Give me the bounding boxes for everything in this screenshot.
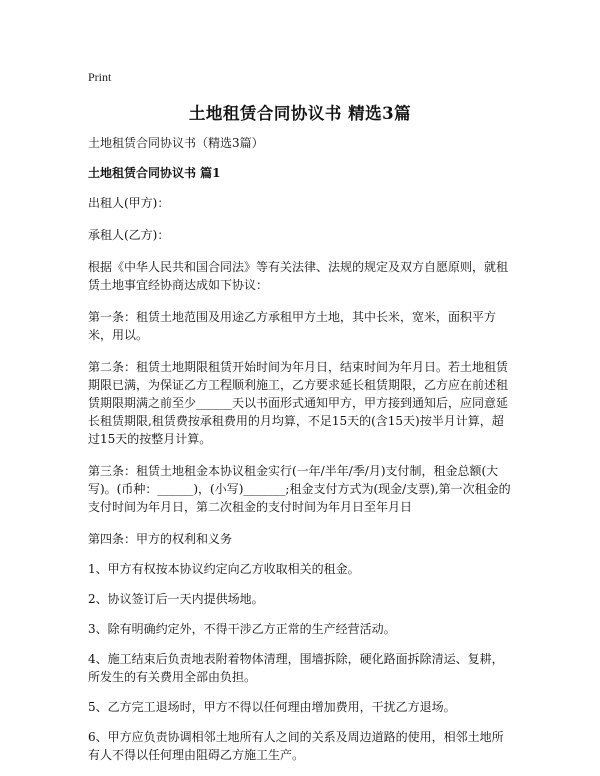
paragraph-lessor: 出租人(甲方)： — [88, 196, 170, 210]
document-subtitle: 土地租赁合同协议书（精选3篇） — [88, 136, 264, 150]
paragraph-article-3: 第三条：租赁土地租金本协议租金实行(一年/半年/季/月)支付制，租金总额(大写)。(币种：______)，(小写)_______;租金支付方式为(现金/支票),第一次租金的支付时间为年月日，第二次租金的支付时间为年月日至年月日 — [88, 464, 511, 514]
list-item: 6、甲方应负责协调相邻土地所有人之间的关系及周边道路的使用，相邻土地所有人不得以任何理由阻碍乙方施工生产。 — [88, 730, 504, 762]
list-item: 5、乙方完工退场时，甲方不得以任何理由增加费用，干扰乙方退场。 — [88, 700, 456, 714]
section-heading: 土地租赁合同协议书 篇1 — [88, 166, 221, 180]
document-body — [88, 134, 514, 776]
document-title: 土地租赁合同协议书 精选3篇 — [188, 104, 412, 123]
paragraph-preamble: 根据《中华人民共和国合同法》等有关法律、法规的规定及双方自愿原则，就租赁土地事宜经协商达成如下协议： — [88, 260, 509, 292]
paragraph-article-1: 第一条：租赁土地范围及用途乙方承租甲方土地，其中长米，宽米，面积平方米，用以。 — [88, 310, 497, 342]
list-item: 2、协议签订后一天内提供场地。 — [88, 592, 264, 606]
paragraph-article-4: 第四条：甲方的权利和义务 — [88, 532, 233, 546]
paragraph-lessee: 承租人(乙方)： — [88, 228, 170, 242]
list-item: 4、施工结束后负责地表附着物体清理，围墙拆除，硬化路面拆除清运、复耕，所发生的有关费用全部由负担。 — [88, 652, 504, 684]
paragraph-article-2: 第二条：租赁土地期限租赁开始时间为年月日，结束时间为年月日。若土地租赁期限已满，为保证乙方工程顺利施工，乙方要求延长租赁期限，乙方应在前述租赁期限期满之前至少______天以书面形式通知甲方，甲方接到通知后，应同意延长租赁期限,租赁费按承租费用的月均算，不足15天的(含15天)按半月计算，超过15天的按整月计算。 — [88, 360, 509, 446]
list-item: 1、甲方有权按本协议约定向乙方收取相关的租金。 — [88, 562, 360, 576]
print-link[interactable]: Print — [88, 70, 112, 84]
list-item: 3、除有明确约定外，不得干涉乙方正常的生产经营活动。 — [88, 622, 396, 636]
